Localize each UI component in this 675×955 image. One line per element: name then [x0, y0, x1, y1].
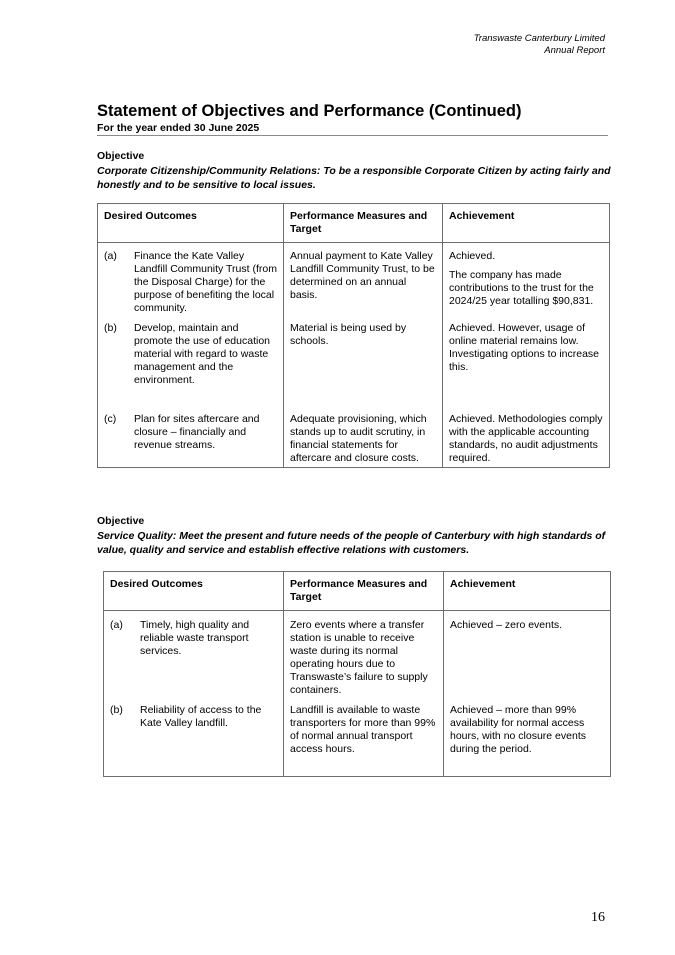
performance-measure: Annual payment to Kate Valley Landfill Community Trust, to be determined on an annual basis. — [284, 243, 443, 316]
objective-label-1: Objective — [97, 150, 145, 162]
page-number: 16 — [591, 910, 605, 925]
desired-outcome: Plan for sites aftercare and closure – financially and revenue streams. — [134, 413, 260, 451]
performance-measure: Material is being used by schools. — [284, 315, 443, 387]
achievement: Achieved. — [449, 250, 496, 262]
achievement-detail: The company has made contributions to the trust for the 2024/25 year totalling $90,831. — [449, 269, 594, 307]
performance-measure: Adequate provisioning, which stands up to audit scrutiny, in financial statements for aftercare and closure costs. — [284, 387, 443, 468]
performance-measure: Zero events where a transfer station is unable to receive waste during its normal operating hours due to Transwaste’s failure to supply containers. — [284, 611, 444, 698]
column-header-outcomes: Desired Outcomes — [98, 204, 284, 243]
performance-measure: Landfill is available to waste transporters for more than 99% of normal annual transport access hours. — [284, 697, 444, 777]
table-header-row — [104, 572, 611, 611]
table-row — [104, 697, 611, 777]
objective-text-2: Service Quality: Meet the present and future needs of the people of Canterbury with high standards of value, quality and service and establish effective relations with customers. — [97, 530, 606, 556]
desired-outcome: Reliability of access to the Kate Valley landfill. — [140, 704, 262, 729]
achievement: Achieved. Methodologies comply with the applicable accounting standards, no audit adjustments required. — [443, 387, 610, 468]
row-label: (c) — [104, 413, 117, 425]
objective-text-1: Corporate Citizenship/Community Relations: To be a responsible Corporate Citizen by acting fairly and honestly and to be sensitive to local issues. — [97, 165, 611, 191]
header-company: Transwaste Canterbury Limited — [473, 33, 605, 44]
row-label: (b) — [110, 704, 123, 716]
desired-outcome: Timely, high quality and reliable waste transport services. — [140, 619, 250, 657]
table-row — [98, 387, 610, 468]
column-header-outcomes: Desired Outcomes — [104, 572, 284, 611]
column-header-measures: Performance Measures and Target — [284, 204, 443, 243]
page-title: Statement of Objectives and Performance (Continued) — [97, 102, 522, 120]
table-row — [98, 315, 610, 387]
column-header-measures: Performance Measures and Target — [284, 572, 444, 611]
desired-outcome: Develop, maintain and promote the use of education material with regard to waste management and the environment. — [134, 322, 271, 386]
row-label: (b) — [104, 322, 117, 334]
row-label: (a) — [110, 619, 123, 631]
page-header — [474, 33, 605, 57]
header-report: Annual Report — [544, 45, 605, 56]
table-header-row — [98, 204, 610, 243]
table-row — [104, 611, 611, 698]
achievement: Achieved – zero events. — [444, 611, 611, 698]
objectives-table-1 — [97, 203, 610, 468]
achievement: Achieved. However, usage of online material remains low. Investigating options to increase this. — [443, 315, 610, 387]
objective-label-2: Objective — [97, 515, 145, 527]
title-divider — [97, 135, 608, 136]
achievement: Achieved – more than 99% availability for normal access hours, with no closure events during the period. — [444, 697, 611, 777]
column-header-achievement: Achievement — [444, 572, 611, 611]
page-subtitle: For the year ended 30 June 2025 — [97, 122, 260, 134]
table-row — [98, 243, 610, 316]
desired-outcome: Finance the Kate Valley Landfill Community Trust (from the Disposal Charge) for the purpose of benefiting the local community. — [134, 250, 277, 314]
row-label: (a) — [104, 250, 117, 262]
column-header-achievement: Achievement — [443, 204, 610, 243]
objectives-table-2 — [103, 571, 611, 777]
